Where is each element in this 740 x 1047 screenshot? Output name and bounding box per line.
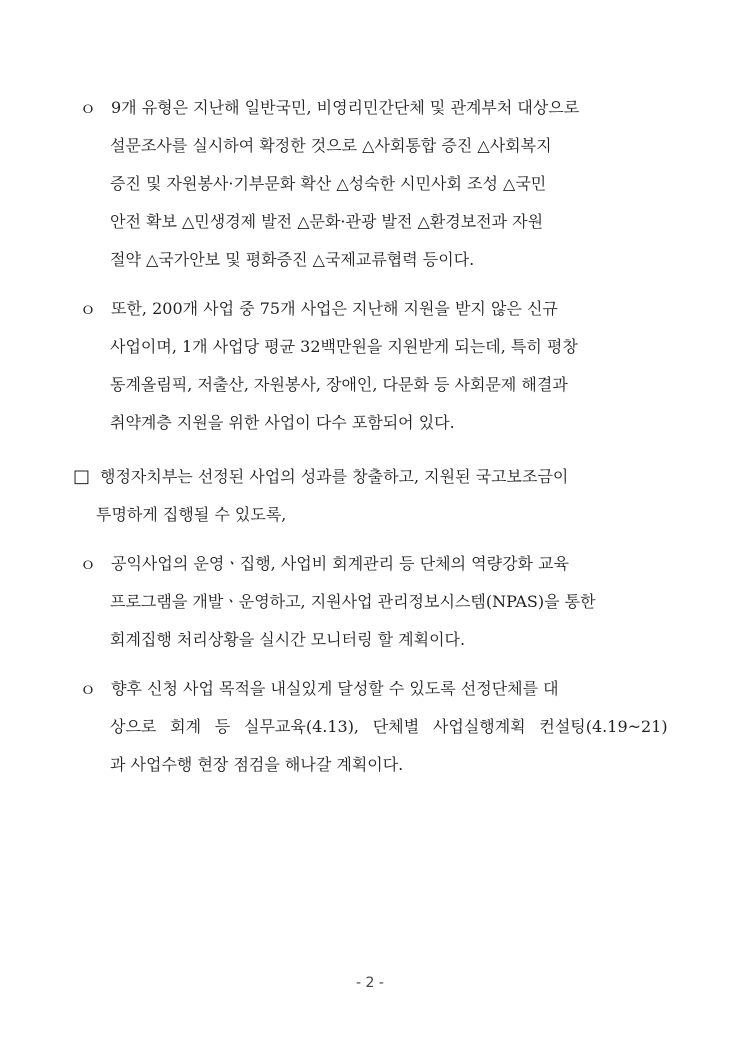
paragraph-line: 안전 확보 △민생경제 발전 △문화·관광 발전 △환경보전과 자원 <box>110 212 544 231</box>
paragraph-line: 취약계층 지원을 위한 사업이 다수 포함되어 있다. <box>110 413 455 432</box>
paragraph-line: 투명하게 집행될 수 있도록, <box>96 505 287 524</box>
circle-bullet: ｏ <box>80 679 97 698</box>
paragraph-line: 향후 신청 사업 목적을 내실있게 달성할 수 있도록 선정단체를 대 <box>111 679 559 698</box>
paragraph-line: 프로그램을 개발ㆍ운영하고, 지원사업 관리정보시스템(NPAS)을 통한 <box>110 592 596 611</box>
paragraph-line: 행정자치부는 선정된 사업의 성과를 창출하고, 지원된 국고보조금이 <box>100 467 569 486</box>
paragraph-line: 과 사업수행 현장 점검을 해나갈 계획이다. <box>110 755 404 774</box>
paragraph-line: 설문조사를 실시하여 확정한 것으로 △사회통합 증진 △사회복지 <box>110 136 552 155</box>
paragraph-line: 회계집행 처리상황을 실시간 모니터링 할 계획이다. <box>110 630 466 649</box>
paragraph-line: 9개 유형은 지난해 일반국민, 비영리민간단체 및 관계부처 대상으로 <box>111 98 580 117</box>
paragraph-line: 공익사업의 운영ㆍ집행, 사업비 회계관리 등 단체의 역량강화 교육 <box>111 554 570 573</box>
paragraph-line: 상으로 회계 등 실무교육(4.13), 단체별 사업실행계획 컨설팅(4.19~21) <box>110 717 668 736</box>
circle-bullet: ｏ <box>80 554 97 573</box>
page-number: - 2 - <box>356 975 384 991</box>
circle-bullet: ｏ <box>80 299 97 318</box>
paragraph-line: 증진 및 자원봉사·기부문화 확산 △성숙한 시민사회 조성 △국민 <box>110 174 547 193</box>
circle-bullet: ｏ <box>80 98 97 117</box>
paragraph-line: 사업이며, 1개 사업당 평균 32백만원을 지원받게 되는데, 특히 평창 <box>110 337 578 356</box>
paragraph-line: 동계올림픽, 저출산, 자원봉사, 장애인, 다문화 등 사회문제 해결과 <box>110 375 568 394</box>
paragraph-line: 또한, 200개 사업 중 75개 사업은 지난해 지원을 받지 않은 신규 <box>111 299 558 318</box>
square-bullet: □ <box>73 466 91 487</box>
paragraph-line: 절약 △국가안보 및 평화증진 △국제교류협력 등이다. <box>110 250 475 269</box>
